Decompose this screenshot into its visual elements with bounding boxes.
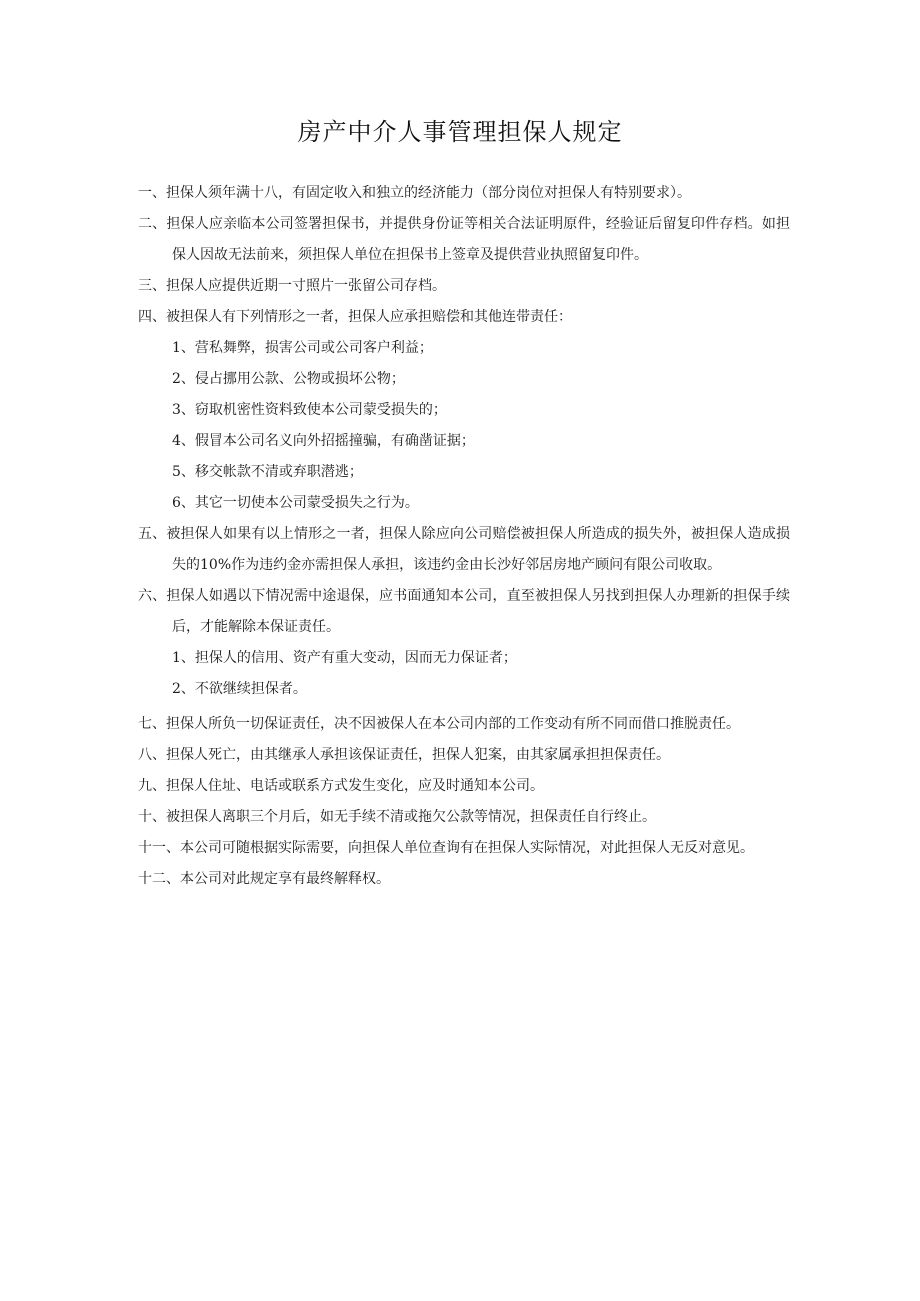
rule-11: 十一、本公司可随根据实际需要，向担保人单位查询有在担保人实际情况，对此担保人无反对意见。 [138,840,754,856]
rule-4-sub-3: 3、窃取机密性资料致使本公司蒙受损失的； [172,402,447,418]
rule-12: 十二、本公司对此规定享有最终解释权。 [138,871,390,887]
rule-4-sub-5: 5、移交帐款不清或弃职潜逃； [172,464,363,480]
rule-7: 七、担保人所负一切保证责任，决不因被保人在本公司内部的工作变动有所不同而借口推脱责任。 [138,716,740,732]
rule-9: 九、担保人住址、电话或联系方式发生变化，应及时通知本公司。 [138,778,544,794]
document-title: 房产中介人事管理担保人规定 [297,118,623,146]
document-body [138,178,790,895]
rule-4-sub-4: 4、假冒本公司名义向外招摇撞骗，有确凿证据； [172,433,475,449]
rule-4: 四、被担保人有下列情形之一者，担保人应承担赔偿和其他连带责任： [138,309,572,325]
rule-10: 十、被担保人离职三个月后，如无手续不清或拖欠公款等情况，担保责任自行终止。 [138,809,656,825]
rule-3: 三、担保人应提供近期一寸照片一张留公司存档。 [138,278,446,294]
rule-4-sub-1: 1、营私舞弊，损害公司或公司客户利益； [172,340,433,356]
rule-6: 六、担保人如遇以下情况需中途退保，应书面通知本公司，直至被担保人另找到担保人办理新的担保手续后，才能解除本保证责任。 [138,588,790,635]
rule-4-sub-2: 2、侵占挪用公款、公物或损坏公物； [172,371,405,387]
rule-1: 一、担保人须年满十八，有固定收入和独立的经济能力（部分岗位对担保人有特别要求）。 [138,185,691,201]
rule-5: 五、被担保人如果有以上情形之一者，担保人除应向公司赔偿被担保人所造成的损失外，被担保人造成损失的10%作为违约金亦需担保人承担，该违约金由长沙好邻居房地产顾问有限公司收取。 [138,526,790,573]
rule-2: 二、担保人应亲临本公司签署担保书，并提供身份证等相关合法证明原件，经验证后留复印件存档。如担保人因故无法前来，须担保人单位在担保书上签章及提供营业执照留复印件。 [138,216,790,263]
rule-6-sub-1: 1、担保人的信用、资产有重大变动，因而无力保证者； [172,650,517,666]
rule-4-sub-6: 6、其它一切使本公司蒙受损失之行为。 [172,495,419,511]
rule-8: 八、担保人死亡，由其继承人承担该保证责任，担保人犯案，由其家属承担担保责任。 [138,747,670,763]
rule-6-sub-2: 2、不欲继续担保者。 [172,681,307,697]
